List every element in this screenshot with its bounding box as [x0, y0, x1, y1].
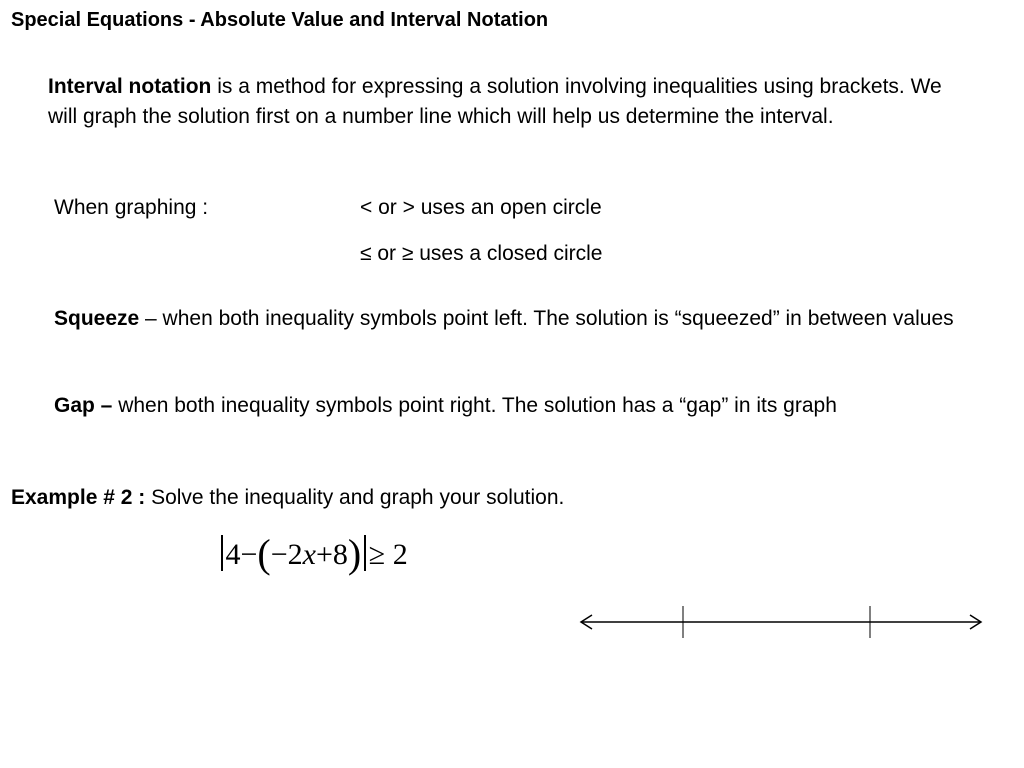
example-text: Solve the inequality and graph your solution. — [145, 486, 565, 509]
equation-coefficient: 2 — [287, 538, 303, 571]
equation-plus: + — [316, 538, 333, 571]
equation-rhs: 2 — [392, 538, 408, 571]
gap-definition — [54, 391, 954, 421]
gap-text: when both inequality symbols point right. The solution has a “gap” in its graph — [112, 394, 837, 417]
interval-notation-definition — [48, 72, 948, 132]
example-label: Example # 2 : — [11, 486, 146, 509]
absolute-value-inequality — [218, 531, 408, 576]
absolute-value-bar-right — [364, 535, 366, 571]
equation-variable: x — [302, 538, 316, 571]
example-prompt — [11, 486, 564, 510]
absolute-value-bar-left — [221, 535, 223, 571]
equation-inner-minus: − — [270, 538, 288, 571]
equation-minus: − — [240, 538, 258, 571]
number-line — [575, 600, 987, 644]
open-circle-rule: < or > uses an open circle — [360, 196, 602, 219]
squeeze-text: – when both inequality symbols point left. The solution is “squeezed” in between values — [139, 307, 954, 330]
squeeze-term: Squeeze — [54, 307, 140, 330]
open-paren: ( — [257, 531, 271, 576]
interval-notation-term: Interval notation — [48, 75, 212, 98]
closed-circle-rule: ≤ or ≥ uses a closed circle — [360, 242, 603, 265]
close-paren: ) — [347, 531, 362, 576]
gap-term: Gap – — [54, 394, 113, 417]
page-title: Special Equations - Absolute Value and Interval Notation — [11, 9, 549, 31]
interval-notation-text: is a method for expressing a solution involving inequalities using brackets. We will graph the solution first on a number line which will help us determine the interval. — [48, 75, 942, 128]
equation-relation: ≥ — [368, 538, 386, 571]
equation-eight: 8 — [332, 538, 348, 571]
squeeze-definition — [54, 303, 1024, 334]
when-graphing-label: When graphing : — [54, 196, 209, 219]
equation-four: 4 — [225, 538, 241, 571]
